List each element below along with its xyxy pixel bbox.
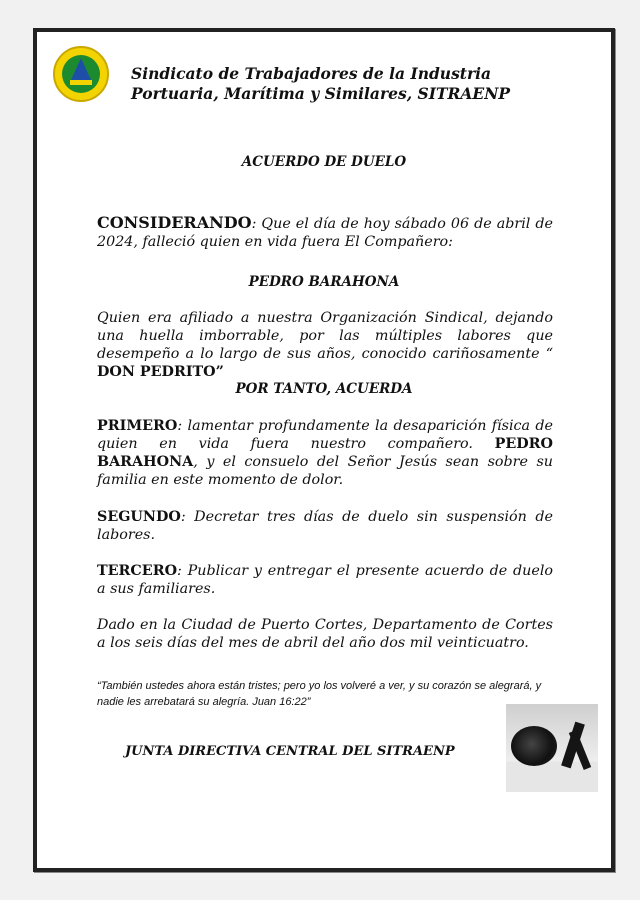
deceased-name: PEDRO BARAHONA — [248, 274, 400, 290]
bible-quote: “También ustedes ahora están tristes; pero yo los volveré a ver, y su corazón se alegrará, y nadie les arrebatará su alegría. Juan 16:22” — [97, 680, 542, 708]
org-line-2: Portuaria, Marítima y Similares, SITRAENP — [131, 84, 511, 103]
tribute-text: Quien era afiliado a nuestra Organización Sindical, dejando una huella imborrable, por las múltiples labores que desempeño a lo largo de sus años, conocido cariñosamente “ — [97, 310, 553, 362]
dado-paragraph: Dado en la Ciudad de Puerto Cortes, Departamento de Cortes a los seis días del mes de abril del año dos mil veinticuatro. — [97, 617, 553, 651]
primero-label: PRIMERO — [97, 418, 178, 434]
document-page — [33, 28, 615, 872]
segundo-text: : Decretar tres días de duelo sin suspensión de labores. — [97, 509, 553, 543]
org-line-1: Sindicato de Trabajadores de la Industria — [131, 64, 492, 83]
segundo-paragraph — [97, 508, 553, 544]
tercero-paragraph — [97, 562, 553, 598]
organization-name — [131, 64, 510, 104]
nickname: DON PEDRITO” — [97, 364, 224, 380]
primero-name: PEDRO BARAHONA — [97, 436, 553, 470]
tercero-text: : Publicar y entregar el presente acuerdo de duelo a sus familiares. — [97, 563, 553, 597]
signature: JUNTA DIRECTIVA CENTRAL DEL SITRAENP — [125, 744, 455, 759]
considerando-text: : Que el día de hoy sábado 06 de abril de 2024, falleció quien en vida fuera El Compañero: — [97, 216, 553, 250]
tercero-label: TERCERO — [97, 563, 178, 579]
primero-paragraph — [97, 417, 553, 489]
considerando-label: CONSIDERANDO — [97, 213, 252, 232]
mourning-rose-image — [506, 704, 598, 792]
primero-text: : lamentar profundamente la desaparición física de quien en vida fuera nuestro compañero. — [97, 418, 553, 452]
union-logo — [53, 46, 109, 102]
primero-text-2: , y el consuelo del Señor Jesús sean sobre su familia en este momento de dolor. — [97, 454, 553, 488]
document-title: ACUERDO DE DUELO — [241, 154, 407, 170]
tribute-paragraph — [97, 309, 553, 381]
considerando-paragraph — [97, 214, 553, 251]
segundo-label: SEGUNDO — [97, 509, 181, 525]
por-tanto-heading: POR TANTO, ACUERDA — [235, 381, 413, 397]
